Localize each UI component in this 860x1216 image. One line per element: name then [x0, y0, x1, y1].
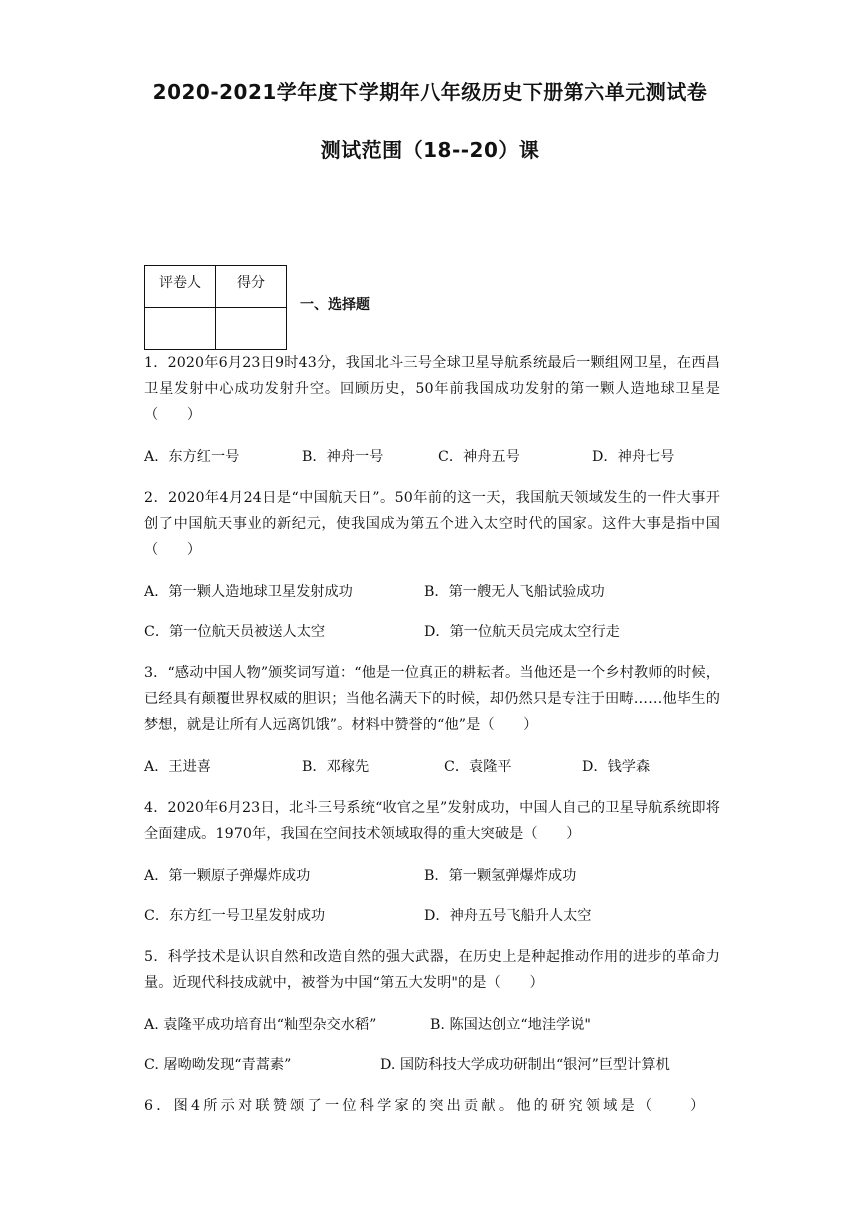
question-stem: 3．“感动中国人物”颁奖词写道：“他是一位真正的耕耘者。当他还是一个乡村教师的时候，已经具有颠覆世界权威的胆识；当他名满天下的时候，却仍然只是专注于田畴……他毕生的梦想，就是让所有人远离饥饿”。材料中赞誉的“他”是（ ）	[144, 665, 720, 733]
option-d[interactable]: D．第一位航天员完成太空行走	[424, 624, 620, 640]
options-row	[144, 444, 720, 470]
question-3	[144, 660, 720, 780]
option-a[interactable]: A．第一颗原子弹爆炸成功	[144, 868, 311, 884]
question-stem: 5．科学技术是认识自然和改造自然的强大武器，在历史上是种起推动作用的进步的革命力量。近现代科技成就中，被誉为中国“第五大发明"的是（ ）	[144, 949, 720, 991]
option-c[interactable]: C．第一位航天员被送人太空	[144, 624, 326, 640]
options-row	[144, 1012, 720, 1038]
option-b[interactable]: B．神舟一号	[302, 449, 384, 465]
option-d[interactable]: D．神舟五号飞船升人太空	[424, 908, 592, 924]
option-a[interactable]: A. 袁隆平成功培育出“籼型杂交水稻”	[144, 1017, 377, 1033]
option-c[interactable]: C．神舟五号	[438, 449, 520, 465]
option-a[interactable]: A．王进喜	[144, 759, 211, 775]
option-a[interactable]: A．东方红一号	[144, 449, 240, 465]
grader-cell[interactable]	[145, 308, 216, 350]
question-2	[144, 485, 720, 645]
exam-subtitle: 测试范围（18--20）课	[320, 138, 540, 162]
option-b[interactable]: B．第一艘无人飞船试验成功	[424, 584, 605, 600]
option-b[interactable]: B. 陈国达创立“地洼学说"	[430, 1017, 591, 1033]
option-d[interactable]: D．钱学森	[582, 759, 651, 775]
score-table-header-row	[145, 266, 287, 308]
score-table-blank-row	[145, 308, 287, 350]
question-list	[144, 350, 720, 1134]
options-row	[144, 903, 720, 929]
option-d[interactable]: D. 国防科技大学成功研制出“银河”巨型计算机	[380, 1057, 670, 1073]
option-c[interactable]: C．袁隆平	[444, 759, 512, 775]
exam-title: 2020-2021学年度下学期年八年级历史下册第六单元测试卷	[152, 80, 708, 104]
question-5	[144, 944, 720, 1078]
option-b[interactable]: B．第一颗氢弹爆炸成功	[424, 868, 577, 884]
options-row	[144, 1052, 720, 1078]
option-d[interactable]: D．神舟七号	[592, 449, 675, 465]
question-stem: 1．2020年6月23日9时43分，我国北斗三号全球卫星导航系统最后一颗组网卫星，在西昌卫星发射中心成功发射升空。回顾历史，50年前我国成功发射的第一颗人造地球卫星是（ ）	[144, 355, 720, 423]
grader-header: 评卷人	[145, 266, 216, 308]
question-stem: 2．2020年4月24日是“中国航天日”。50年前的这一天，我国航天领域发生的一件大事开创了中国航天事业的新纪元，使我国成为第五个进入太空时代的国家。这件大事是指中国（ ）	[144, 490, 720, 558]
options-row	[144, 619, 720, 645]
option-c[interactable]: C．东方红一号卫星发射成功	[144, 908, 326, 924]
question-1	[144, 350, 720, 470]
question-4	[144, 795, 720, 929]
option-c[interactable]: C. 屠呦呦发现“青蒿素”	[144, 1057, 292, 1073]
options-row	[144, 754, 720, 780]
question-stem: 4．2020年6月23日，北斗三号系统“收官之星”发射成功，中国人自己的卫星导航系统即将全面建成。1970年，我国在空间技术领域取得的重大突破是（ ）	[144, 800, 720, 842]
options-row	[144, 863, 720, 889]
score-header: 得分	[216, 266, 287, 308]
question-6	[144, 1093, 720, 1119]
score-table	[144, 265, 287, 350]
option-b[interactable]: B．邓稼先	[302, 759, 370, 775]
options-row	[144, 579, 720, 605]
score-cell[interactable]	[216, 308, 287, 350]
section-title: 一、选择题	[300, 297, 370, 313]
question-stem: 6．图4所示对联赞颂了一位科学家的突出贡献。他的研究领域是（ ）	[144, 1098, 708, 1114]
option-a[interactable]: A．第一颗人造地球卫星发射成功	[144, 584, 353, 600]
